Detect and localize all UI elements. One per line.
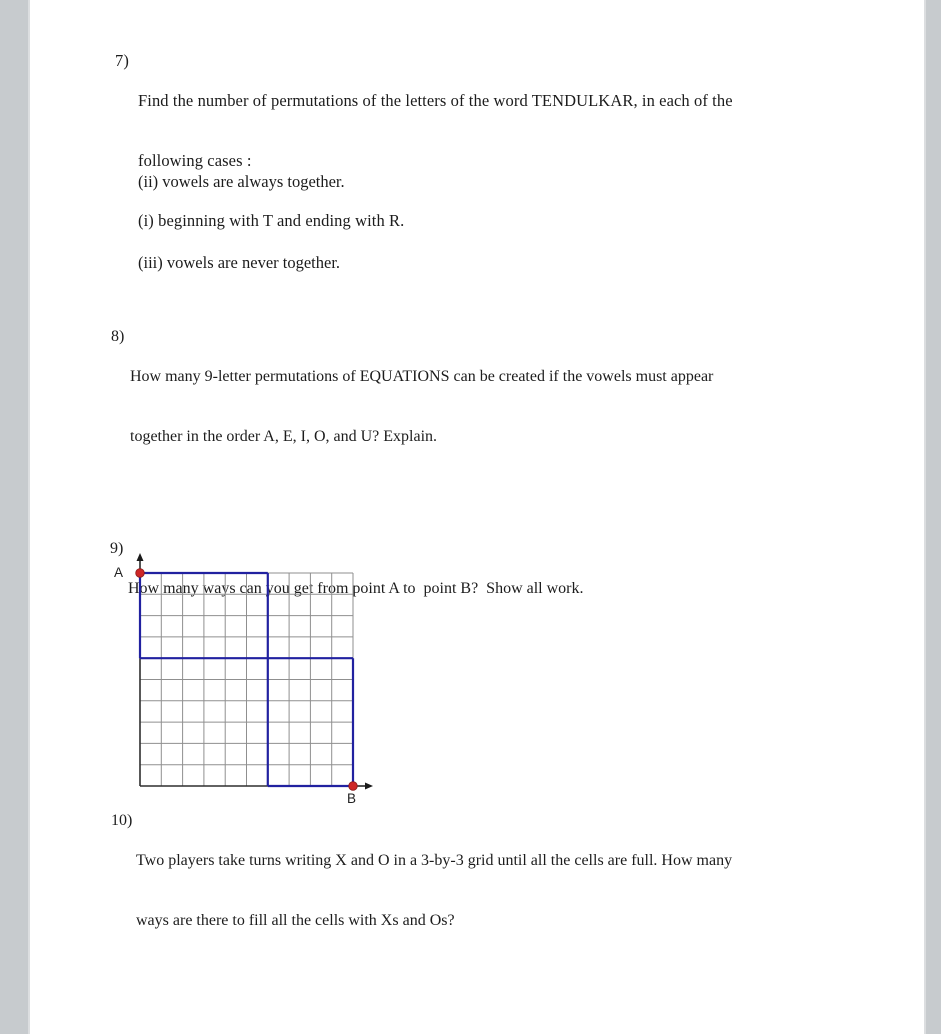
question-7-number: 7) — [115, 51, 129, 70]
lattice-grid-svg — [100, 548, 390, 816]
right-arrow-icon — [365, 783, 373, 790]
question-10-text — [136, 811, 732, 971]
question-7-line-2: following cases : — [138, 151, 252, 170]
question-8-text — [130, 327, 713, 487]
question-7-line-3: (i) beginning with T and ending with R. — [138, 211, 405, 230]
question-7-line-1: Find the number of permutations of the letters of the word TENDULKAR, in each of the — [138, 91, 733, 110]
point-b-dot — [349, 782, 358, 791]
question-10-line-2: ways are there to fill all the cells with Xs and Os? — [136, 912, 455, 929]
question-10 — [111, 811, 732, 971]
point-a-dot — [136, 569, 145, 578]
up-arrow-icon — [137, 553, 144, 561]
point-b-label: B — [347, 791, 357, 806]
question-8 — [111, 327, 713, 487]
question-9-line-1: How many ways can you get from point A to point B? Show all work. — [128, 580, 584, 597]
question-8-line-2: together in the order A, E, I, O, and U? Explain. — [130, 428, 438, 445]
question-9-number: 9) — [110, 540, 124, 557]
question-7-part-ii: (ii) vowels are always together. — [138, 172, 345, 191]
point-a-label: A — [114, 565, 124, 580]
question-7 — [115, 51, 733, 271]
question-7-part-iii: (iii) vowels are never together. — [138, 253, 341, 272]
question-10-number: 10) — [111, 812, 133, 829]
path-grid-diagram — [100, 548, 390, 816]
question-8-number: 8) — [111, 328, 125, 345]
question-10-line-1: Two players take turns writing X and O in a 3-by-3 grid until all the cells are full. How many — [136, 852, 733, 869]
question-8-line-1: How many 9-letter permutations of EQUATIONS can be created if the vowels must appear — [130, 368, 714, 385]
question-7-text — [138, 51, 733, 271]
